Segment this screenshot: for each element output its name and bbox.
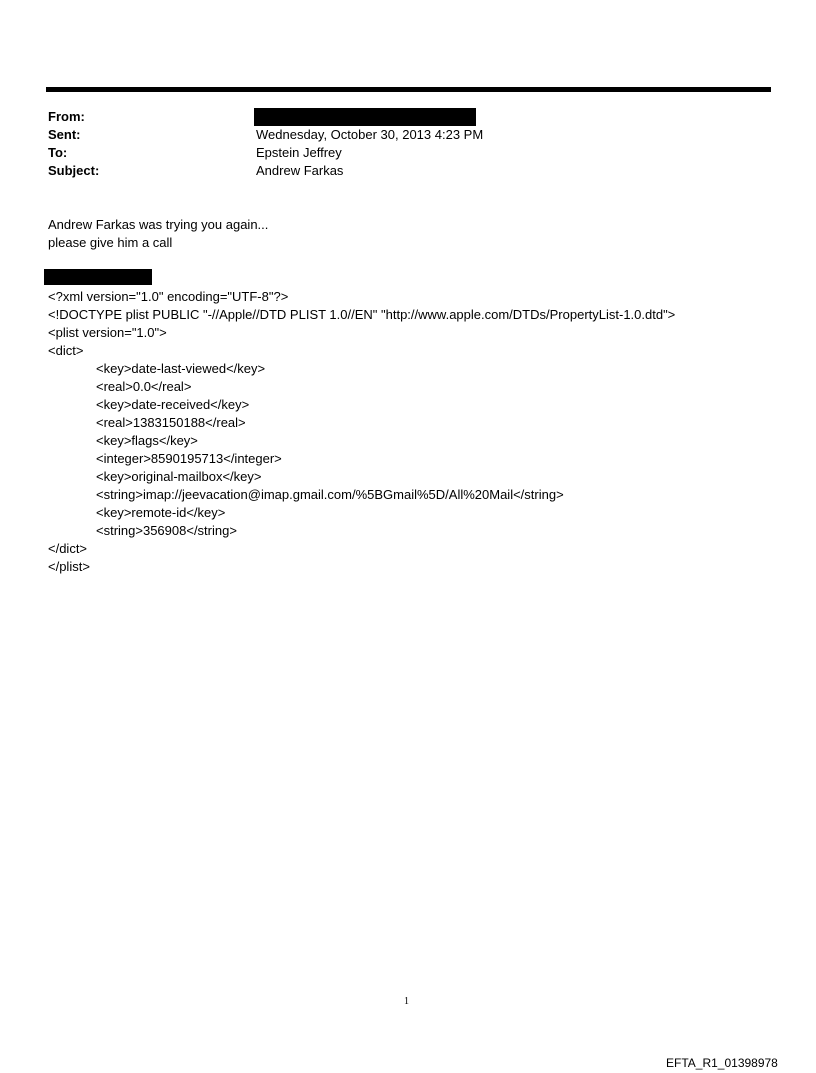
plist-line: <real>1383150188</real>: [96, 415, 246, 430]
plist-line: <key>date-received</key>: [96, 397, 250, 412]
plist-line: <string>imap://jeevacation@imap.gmail.com/%5BGmail%5D/All%20Mail</string>: [96, 487, 564, 502]
page-number: 1: [404, 996, 409, 1007]
to-label: To:: [48, 145, 68, 160]
plist-line: <!DOCTYPE plist PUBLIC "-//Apple//DTD PLIST 1.0//EN" "http://www.apple.com/DTDs/PropertyList-1.0.dtd">: [48, 307, 676, 322]
header-rule: [46, 87, 771, 92]
plist-line: <key>original-mailbox</key>: [96, 469, 262, 484]
plist-line: <real>0.0</real>: [96, 379, 192, 394]
sent-label: Sent:: [48, 127, 81, 142]
plist-line: <dict>: [48, 343, 84, 358]
bates-number: EFTA_R1_01398978: [666, 1056, 778, 1070]
plist-line: <string>356908</string>: [96, 523, 237, 538]
subject-label: Subject:: [48, 163, 100, 178]
plist-line: <key>flags</key>: [96, 433, 198, 448]
plist-line: </dict>: [48, 541, 88, 556]
plist-block: [48, 288, 675, 576]
to-value: Epstein Jeffrey: [256, 145, 342, 160]
sent-value: Wednesday, October 30, 2013 4:23 PM: [256, 127, 484, 142]
plist-line: </plist>: [48, 559, 90, 574]
redaction-signature: [44, 269, 152, 285]
redaction-from: [254, 108, 476, 126]
plist-line: <integer>8590195713</integer>: [96, 451, 282, 466]
plist-line: <plist version="1.0">: [48, 325, 167, 340]
subject-value: Andrew Farkas: [256, 163, 344, 178]
plist-line: <key>date-last-viewed</key>: [96, 361, 266, 376]
body-line-2: please give him a call: [48, 235, 173, 250]
plist-line: <?xml version="1.0" encoding="UTF-8"?>: [48, 289, 289, 304]
body-line-1: Andrew Farkas was trying you again...: [48, 217, 269, 232]
plist-line: <key>remote-id</key>: [96, 505, 226, 520]
from-label: From:: [48, 109, 85, 124]
message-body: [48, 216, 268, 252]
